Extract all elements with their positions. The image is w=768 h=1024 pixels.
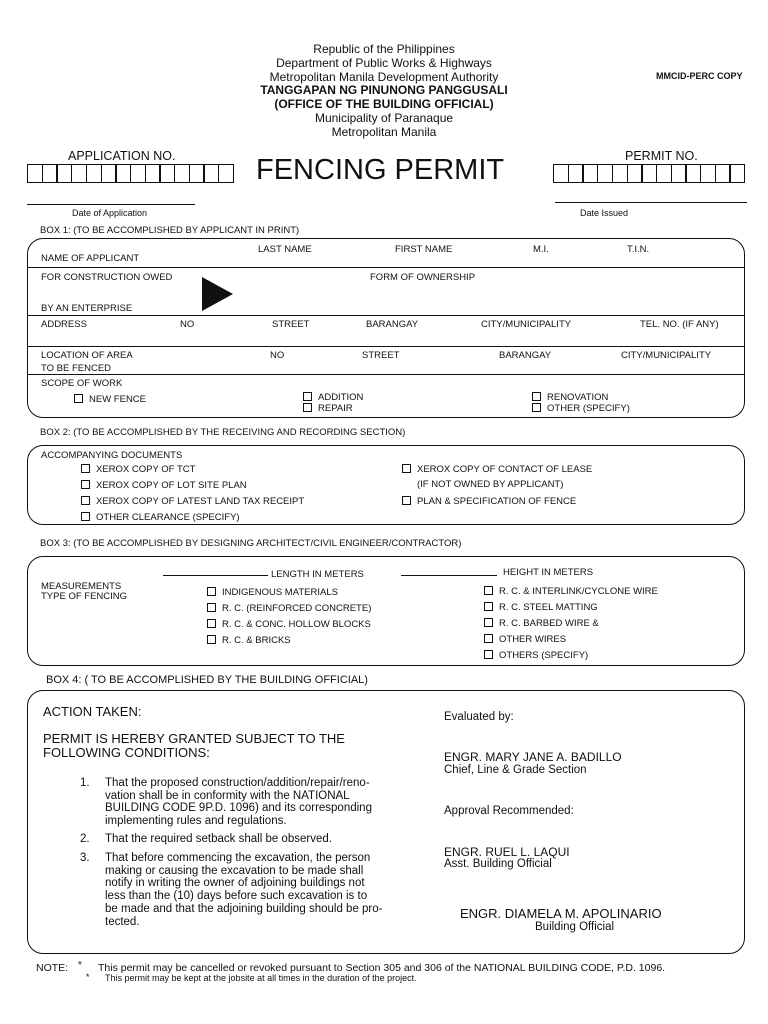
condition-1-text: That the proposed construction/addition/repair/reno- vation shall be in conformity with the NATIONAL BUILDING CODE 9P.D. 1096) and its corresponding implementing rules and regulations. xyxy=(105,777,372,828)
condition-2-text: That the required setback shall be observed. xyxy=(105,833,332,845)
note-bullet-2: * xyxy=(86,972,90,982)
header-line-obo: (OFFICE OF THE BUILDING OFFICIAL) xyxy=(274,97,494,111)
location-barangay-label: BARANGAY xyxy=(499,350,552,361)
height-label: HEIGHT IN METERS xyxy=(503,567,594,578)
address-city-label: CITY/MUNICIPALITY xyxy=(481,319,572,330)
application-no-boxes[interactable] xyxy=(27,164,233,183)
other-wires-checkbox[interactable]: OTHER WIRES xyxy=(484,634,566,645)
page-title: FENCING PERMIT xyxy=(256,154,505,186)
header-line-mmda: Metropolitan Manila Development Authority xyxy=(269,70,499,84)
approval-recommended-label: Approval Recommended: xyxy=(444,805,574,817)
header-line-metro: Metropolitan Manila xyxy=(331,125,437,139)
granted-line-2: FOLLOWING CONDITIONS: xyxy=(43,745,210,760)
other-specify-checkbox[interactable]: OTHER (SPECIFY) xyxy=(532,403,630,414)
not-owned-note: (IF NOT OWNED BY APPLICANT) xyxy=(417,479,564,490)
condition-2-number: 2. xyxy=(80,833,90,845)
box4-heading: BOX 4: ( TO BE ACCOMPLISHED BY THE BUILDING OFFICIAL) xyxy=(46,674,368,686)
new-fence-checkbox[interactable]: NEW FENCE xyxy=(74,394,146,405)
building-official-title: Building Official xyxy=(535,921,615,933)
box1-divider-1 xyxy=(28,267,744,268)
height-line[interactable] xyxy=(401,575,497,576)
condition-1-number: 1. xyxy=(80,777,90,789)
location-label: LOCATION OF AREA xyxy=(41,350,133,361)
indigenous-materials-checkbox[interactable]: INDIGENOUS MATERIALS xyxy=(207,587,338,598)
date-issued-line[interactable] xyxy=(555,202,747,203)
tct-checkbox[interactable]: XEROX COPY OF TCT xyxy=(81,464,195,475)
other-clearance-checkbox[interactable]: OTHER CLEARANCE (SPECIFY) xyxy=(81,512,240,523)
others-specify-checkbox[interactable]: OTHERS (SPECIFY) xyxy=(484,650,588,661)
bricks-checkbox[interactable]: R. C. & BRICKS xyxy=(207,635,291,646)
approver-name: ENGR. RUEL L. LAQUI xyxy=(444,845,570,859)
reinforced-concrete-checkbox[interactable]: R. C. (REINFORCED CONCRETE) xyxy=(207,603,371,614)
approver-title: Asst. Building Official xyxy=(444,858,552,870)
note-bullet-1: * xyxy=(78,960,82,971)
header-line-municipality: Municipality of Paranaque xyxy=(314,111,454,125)
renovation-checkbox[interactable]: RENOVATION xyxy=(532,392,608,403)
note-line-1: This permit may be cancelled or revoked pursuant to Section 305 and 306 of the NATIONAL BUILDING CODE, P.D. 1096. xyxy=(98,962,666,974)
tin-label: T.I.N. xyxy=(627,244,650,255)
permit-no-label: PERMIT NO. xyxy=(625,149,698,163)
box3-heading: BOX 3: (TO BE ACCOMPLISHED BY DESIGNING ARCHITECT/CIVIL ENGINEER/CONTRACTOR) xyxy=(40,538,462,549)
header-line-dpwh: Department of Public Works & Highways xyxy=(276,56,492,70)
evaluated-by-label: Evaluated by: xyxy=(444,711,514,723)
to-be-fenced-label: TO BE FENCED xyxy=(41,363,112,374)
address-barangay-label: BARANGAY xyxy=(366,319,419,330)
application-no-label: APPLICATION NO. xyxy=(68,149,176,163)
cyclone-wire-checkbox[interactable]: R. C. & INTERLINK/CYCLONE WIRE xyxy=(484,586,658,597)
name-of-applicant-label: NAME OF APPLICANT xyxy=(41,253,140,264)
date-issued-label: Date Issued xyxy=(580,208,629,218)
date-of-application-label: Date of Application xyxy=(72,208,148,218)
action-taken-label: ACTION TAKEN: xyxy=(43,704,142,719)
barbed-wire-checkbox[interactable]: R. C. BARBED WIRE & xyxy=(484,618,599,629)
for-construction-label: FOR CONSTRUCTION OWED xyxy=(41,272,173,283)
date-of-application-line[interactable] xyxy=(27,204,195,205)
box1-divider-2 xyxy=(28,315,744,316)
plan-specification-checkbox[interactable]: PLAN & SPECIFICATION OF FENCE xyxy=(402,496,576,507)
evaluator-name: ENGR. MARY JANE A. BADILLO xyxy=(444,750,622,764)
address-label: ADDRESS xyxy=(41,319,87,330)
box1-divider-4 xyxy=(28,374,744,375)
condition-3-number: 3. xyxy=(80,852,90,864)
box3-panel xyxy=(27,556,745,666)
arrow-right-icon xyxy=(202,277,233,311)
granted-line-1: PERMIT IS HEREBY GRANTED SUBJECT TO THE xyxy=(43,731,345,746)
length-line[interactable] xyxy=(163,575,268,576)
steel-matting-checkbox[interactable]: R. C. STEEL MATTING xyxy=(484,602,598,613)
type-of-fencing-label: TYPE OF FENCING xyxy=(41,591,128,602)
accompanying-documents-label: ACCOMPANYING DOCUMENTS xyxy=(41,450,183,461)
header-line-tanggapan: TANGGAPAN NG PINUNONG PANGGUSALI xyxy=(260,83,508,97)
copy-label: MMCID-PERC COPY xyxy=(656,71,743,81)
box1-divider-3 xyxy=(28,346,744,347)
address-street-label: STREET xyxy=(272,319,310,330)
condition-3-text: That before commencing the excavation, the person making or causing the excavation to be made shall notify in writing the owner of adjoining buildings not less than the (10) days before such excavation is to be made and that the adjoining building should be pro- tected. xyxy=(105,852,383,928)
hollow-blocks-checkbox[interactable]: R. C. & CONC. HOLLOW BLOCKS xyxy=(207,619,371,630)
by-enterprise-label: BY AN ENTERPRISE xyxy=(41,303,133,314)
location-no-label: NO xyxy=(270,350,285,361)
first-name-label: FIRST NAME xyxy=(395,244,453,255)
form-of-ownership-label: FORM OF OWNERSHIP xyxy=(370,272,476,283)
location-city-label: CITY/MUNICIPALITY xyxy=(621,350,712,361)
tel-label: TEL. NO. (IF ANY) xyxy=(640,319,719,330)
length-label: LENGTH IN METERS xyxy=(271,569,364,580)
building-official-name: ENGR. DIAMELA M. APOLINARIO xyxy=(460,906,662,921)
box2-heading: BOX 2: (TO BE ACCOMPLISHED BY THE RECEIVING AND RECORDING SECTION) xyxy=(40,427,406,438)
address-no-label: NO xyxy=(180,319,195,330)
land-tax-checkbox[interactable]: XEROX COPY OF LATEST LAND TAX RECEIPT xyxy=(81,496,304,507)
repair-checkbox[interactable]: REPAIR xyxy=(303,403,353,414)
contact-of-lease-checkbox[interactable]: XEROX COPY OF CONTACT OF LEASE xyxy=(402,464,592,475)
header-line-republic: Republic of the Philippines xyxy=(313,42,455,56)
lot-site-plan-checkbox[interactable]: XEROX COPY OF LOT SITE PLAN xyxy=(81,480,247,491)
measurements-label: MEASUREMENTS xyxy=(41,581,122,592)
note-label: NOTE: xyxy=(36,962,69,974)
box1-heading: BOX 1: (TO BE ACCOMPLISHED BY APPLICANT IN PRINT) xyxy=(40,225,300,236)
note-line-2: This permit may be kept at the jobsite at all times in the duration of the project. xyxy=(105,973,417,983)
location-street-label: STREET xyxy=(362,350,400,361)
scope-of-work-label: SCOPE OF WORK xyxy=(41,378,123,389)
evaluator-title: Chief, Line & Grade Section xyxy=(444,764,587,776)
addition-checkbox[interactable]: ADDITION xyxy=(303,392,363,403)
last-name-label: LAST NAME xyxy=(258,244,312,255)
mi-label: M.I. xyxy=(533,244,549,255)
permit-no-boxes[interactable] xyxy=(553,164,744,183)
